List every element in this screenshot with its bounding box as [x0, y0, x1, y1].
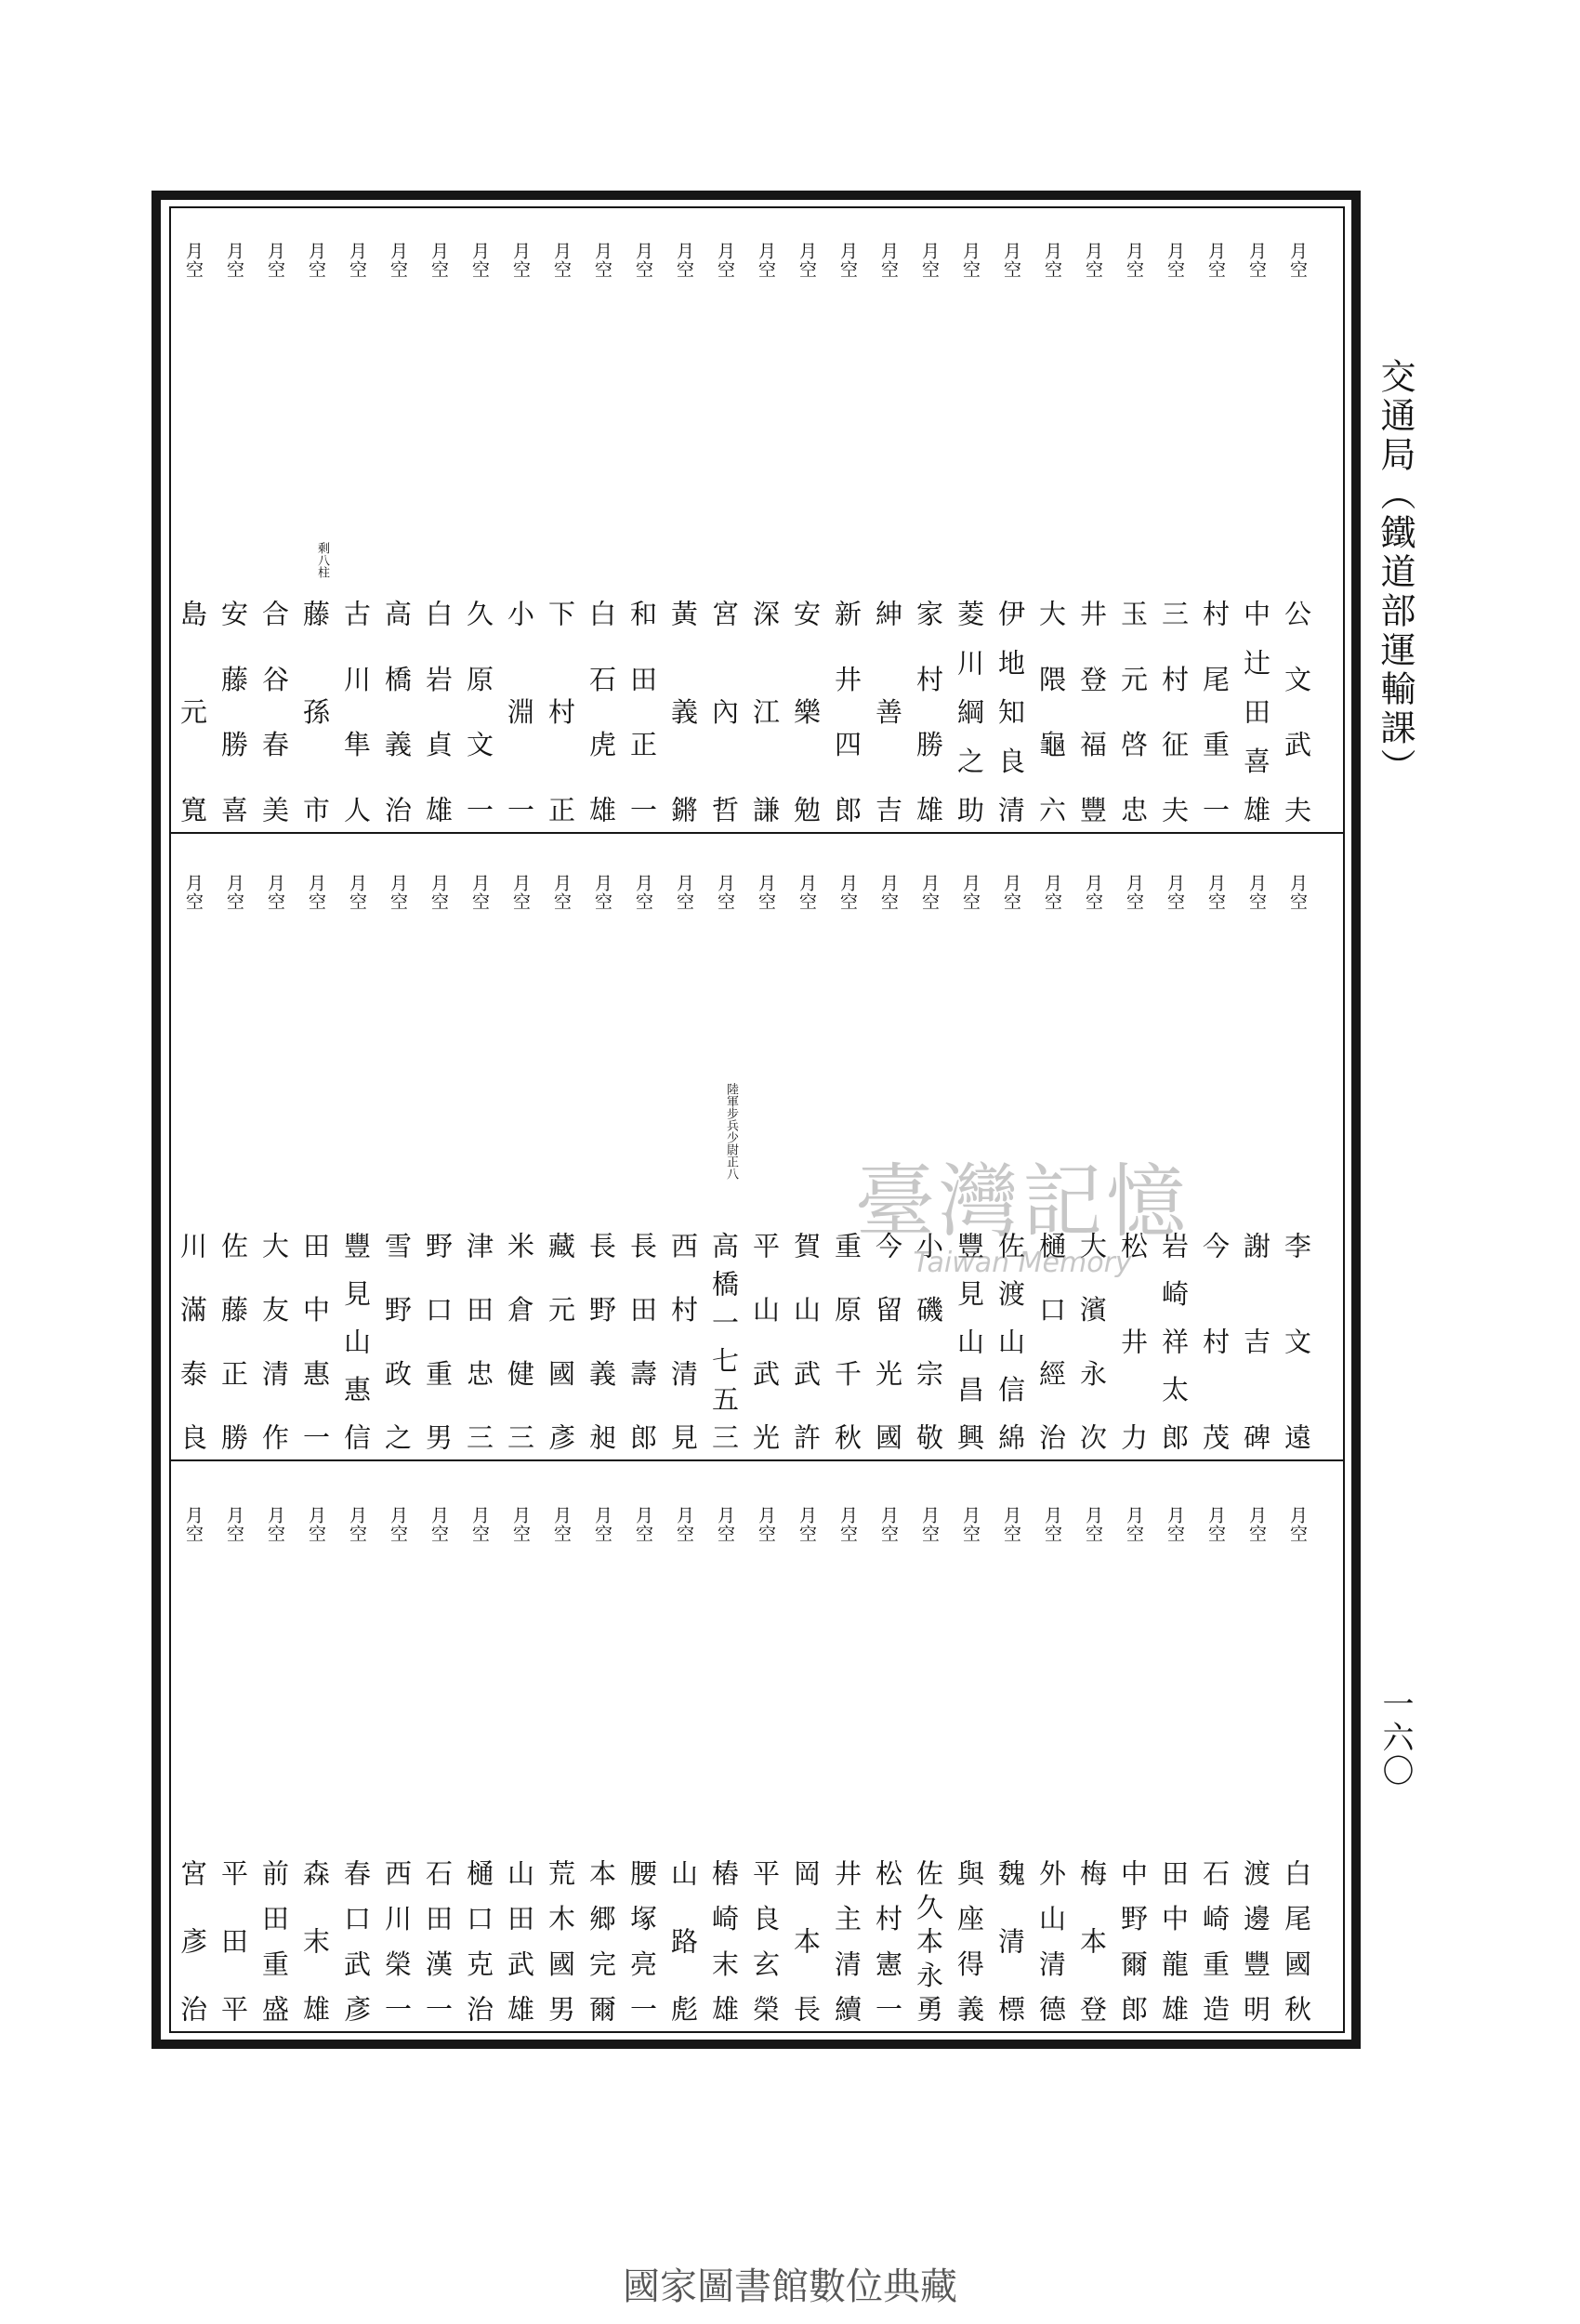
appointment-month: 月空 — [837, 874, 858, 911]
employee-name: 田中惠一 — [299, 1232, 331, 1450]
appointment-month: 月空 — [183, 1506, 204, 1543]
appointment-month: 月空 — [756, 874, 776, 911]
page-header-title: 交通局（鐵道部運輸課） — [1375, 358, 1415, 787]
appointment-month: 月空 — [1124, 874, 1144, 911]
appointment-month: 月空 — [183, 242, 204, 279]
appointment-month: 月空 — [551, 242, 572, 279]
employee-name: 山路彪 — [667, 1859, 699, 2022]
appointment-month: 月空 — [797, 242, 817, 279]
appointment-month: 月空 — [306, 874, 326, 911]
employee-name: 荒木國男 — [545, 1859, 576, 2022]
appointment-month: 月空 — [510, 874, 531, 911]
employee-name: 家村勝雄 — [913, 600, 944, 823]
appointment-month: 月空 — [960, 874, 981, 911]
employee-name: 豐見山惠信 — [340, 1232, 372, 1450]
employee-name: 外山清德 — [1035, 1859, 1067, 2022]
employee-name: 中辻田喜雄 — [1240, 600, 1271, 823]
employee-name: 白尾國秋 — [1281, 1859, 1312, 2022]
employee-name: 李文遠 — [1281, 1232, 1312, 1450]
appointment-month: 月空 — [510, 242, 531, 279]
appointment-month: 月空 — [674, 1506, 694, 1543]
appointment-month: 月空 — [1287, 1506, 1308, 1543]
employee-name: 宮彥治 — [177, 1859, 208, 2022]
employee-name: 樋口經治 — [1035, 1232, 1067, 1450]
watermark-chinese: 臺灣記憶 — [855, 1155, 1190, 1248]
appointment-month: 月空 — [1042, 874, 1062, 911]
appointment-month: 月空 — [224, 1506, 244, 1543]
employee-name: 大友清作 — [258, 1232, 290, 1450]
appointment-month: 月空 — [878, 1506, 899, 1543]
employee-name: 高橋一七五三 — [708, 1232, 740, 1450]
appointment-month: 月空 — [633, 1506, 653, 1543]
inner-frame — [169, 206, 1345, 2033]
appointment-month: 月空 — [428, 242, 449, 279]
appointment-month: 月空 — [1205, 242, 1226, 279]
employee-name: 今村茂 — [1199, 1232, 1231, 1450]
appointment-month: 月空 — [592, 242, 612, 279]
appointment-month: 月空 — [428, 874, 449, 911]
appointment-month: 月空 — [1205, 1506, 1226, 1543]
employee-name: 大隈龜六 — [1035, 600, 1067, 823]
employee-name: 西村清見 — [667, 1232, 699, 1450]
appointment-month: 月空 — [347, 1506, 367, 1543]
appointment-month: 月空 — [715, 1506, 735, 1543]
appointment-month: 月空 — [1246, 874, 1267, 911]
appointment-month: 月空 — [1287, 874, 1308, 911]
employee-name: 井主清續 — [831, 1859, 862, 2022]
appointment-month: 月空 — [347, 874, 367, 911]
appointment-month: 月空 — [837, 1506, 858, 1543]
employee-name: 菱川綱之助 — [954, 600, 985, 823]
employee-name: 石田漢一 — [422, 1859, 454, 2022]
employee-name: 長田壽郎 — [626, 1232, 658, 1450]
appointment-month: 月空 — [1124, 242, 1144, 279]
employee-name: 與座得義 — [954, 1859, 985, 2022]
appointment-month: 月空 — [469, 1506, 490, 1543]
employee-name: 森末雄 — [299, 1859, 331, 2022]
appointment-month: 月空 — [919, 874, 940, 911]
appointment-month: 月空 — [388, 874, 408, 911]
appointment-month: 月空 — [1165, 242, 1185, 279]
employee-name: 豐見山昌興 — [954, 1232, 985, 1450]
appointment-month: 月空 — [1205, 874, 1226, 911]
employee-name: 島元寬 — [177, 600, 208, 823]
employee-name: 前田重盛 — [258, 1859, 290, 2022]
appointment-month: 月空 — [878, 242, 899, 279]
appointment-month: 月空 — [388, 242, 408, 279]
appointment-month: 月空 — [592, 1506, 612, 1543]
appointment-month: 月空 — [797, 1506, 817, 1543]
employee-name: 松村憲一 — [872, 1859, 903, 2022]
employee-name: 大濱永次 — [1076, 1232, 1108, 1450]
appointment-month: 月空 — [469, 874, 490, 911]
appointment-month: 月空 — [510, 1506, 531, 1543]
employee-name: 今留光國 — [872, 1232, 903, 1450]
appointment-month: 月空 — [1124, 1506, 1144, 1543]
employee-name: 川滿泰良 — [177, 1232, 208, 1450]
employee-name: 玉元啓忠 — [1117, 600, 1149, 823]
employee-name: 西川榮一 — [381, 1859, 413, 2022]
employee-name: 小淵一 — [504, 600, 535, 823]
employee-name: 樋口克治 — [463, 1859, 494, 2022]
appointment-month: 月空 — [756, 1506, 776, 1543]
employee-name: 梅本登 — [1076, 1859, 1108, 2022]
employee-name: 伊地知良清 — [994, 600, 1026, 823]
employee-name: 小磯宗敬 — [913, 1232, 944, 1450]
employee-name: 松井力 — [1117, 1232, 1149, 1450]
rank-annotation: 剩八柱 — [315, 542, 329, 578]
appointment-month: 月空 — [388, 1506, 408, 1543]
archive-footer: 國家圖書館數位典藏 — [623, 2265, 957, 2308]
employee-name: 重原千秋 — [831, 1232, 862, 1450]
appointment-month: 月空 — [715, 242, 735, 279]
employee-name: 中野爾郎 — [1117, 1859, 1149, 2022]
appointment-month: 月空 — [347, 242, 367, 279]
employee-name: 樁崎末雄 — [708, 1859, 740, 2022]
employee-name: 村尾重一 — [1199, 600, 1231, 823]
employee-name: 高橋義治 — [381, 600, 413, 823]
appointment-month: 月空 — [633, 242, 653, 279]
employee-name: 古川隼人 — [340, 600, 372, 823]
appointment-month: 月空 — [960, 1506, 981, 1543]
employee-name: 雪野政之 — [381, 1232, 413, 1450]
appointment-month: 月空 — [1001, 242, 1021, 279]
employee-name: 津田忠三 — [463, 1232, 494, 1450]
employee-name: 黃義鏘 — [667, 600, 699, 823]
employee-name: 腰塚亮一 — [626, 1859, 658, 2022]
employee-name: 平良玄榮 — [749, 1859, 781, 2022]
employee-name: 下村正 — [545, 600, 576, 823]
employee-name: 佐藤正勝 — [217, 1232, 249, 1450]
employee-name: 賀山武許 — [790, 1232, 822, 1450]
employee-name: 長野義昶 — [586, 1232, 617, 1450]
employee-name: 白石虎雄 — [586, 600, 617, 823]
employee-name: 白岩貞雄 — [422, 600, 454, 823]
employee-name: 野口重男 — [422, 1232, 454, 1450]
appointment-month: 月空 — [469, 242, 490, 279]
appointment-month: 月空 — [633, 874, 653, 911]
section-divider — [169, 832, 1345, 834]
appointment-month: 月空 — [1165, 874, 1185, 911]
appointment-month: 月空 — [919, 1506, 940, 1543]
appointment-month: 月空 — [1083, 1506, 1103, 1543]
appointment-month: 月空 — [960, 242, 981, 279]
appointment-month: 月空 — [265, 1506, 285, 1543]
appointment-month: 月空 — [756, 242, 776, 279]
employee-name: 岩崎祥太郎 — [1158, 1232, 1190, 1450]
appointment-month: 月空 — [837, 242, 858, 279]
appointment-month: 月空 — [551, 874, 572, 911]
appointment-month: 月空 — [1246, 242, 1267, 279]
employee-name: 深江謙 — [749, 600, 781, 823]
employee-name: 新井四郎 — [831, 600, 862, 823]
appointment-month: 月空 — [224, 874, 244, 911]
appointment-month: 月空 — [919, 242, 940, 279]
employee-name: 平田平 — [217, 1859, 249, 2022]
employee-name: 春口武彥 — [340, 1859, 372, 2022]
employee-name: 本郷完爾 — [586, 1859, 617, 2022]
employee-name: 渡邊豐明 — [1240, 1859, 1271, 2022]
employee-name: 紳善吉 — [872, 600, 903, 823]
watermark-english: Taiwan Memory — [913, 1247, 1132, 1279]
appointment-month: 月空 — [674, 874, 694, 911]
appointment-month: 月空 — [306, 1506, 326, 1543]
appointment-month: 月空 — [1042, 1506, 1062, 1543]
employee-name: 三村征夫 — [1158, 600, 1190, 823]
appointment-month: 月空 — [1165, 1506, 1185, 1543]
appointment-month: 月空 — [592, 874, 612, 911]
employee-name: 佐久本永勇 — [913, 1859, 944, 2022]
appointment-month: 月空 — [878, 874, 899, 911]
appointment-month: 月空 — [265, 874, 285, 911]
appointment-month: 月空 — [1083, 874, 1103, 911]
appointment-month: 月空 — [1042, 242, 1062, 279]
employee-name: 岡本長 — [790, 1859, 822, 2022]
employee-name: 平山武光 — [749, 1232, 781, 1450]
employee-name: 和田正一 — [626, 600, 658, 823]
appointment-month: 月空 — [674, 242, 694, 279]
employee-name: 久原文一 — [463, 600, 494, 823]
appointment-month: 月空 — [306, 242, 326, 279]
appointment-month: 月空 — [715, 874, 735, 911]
section-divider — [169, 1459, 1345, 1461]
employee-name: 井登福豐 — [1076, 600, 1108, 823]
employee-name: 山田武雄 — [504, 1859, 535, 2022]
employee-name: 佐渡山信綿 — [994, 1232, 1026, 1450]
appointment-month: 月空 — [224, 242, 244, 279]
appointment-month: 月空 — [265, 242, 285, 279]
appointment-month: 月空 — [551, 1506, 572, 1543]
appointment-month: 月空 — [1287, 242, 1308, 279]
employee-name: 謝吉碑 — [1240, 1232, 1271, 1450]
employee-name: 宮內哲 — [708, 600, 740, 823]
appointment-month: 月空 — [428, 1506, 449, 1543]
rank-annotation: 陸軍步兵少尉正八 — [724, 1083, 738, 1180]
appointment-month: 月空 — [1001, 874, 1021, 911]
employee-name: 田中龍雄 — [1158, 1859, 1190, 2022]
employee-name: 安藤勝喜 — [217, 600, 249, 823]
employee-name: 合谷春美 — [258, 600, 290, 823]
employee-name: 藤孫市 — [299, 600, 331, 823]
employee-name: 安樂勉 — [790, 600, 822, 823]
appointment-month: 月空 — [797, 874, 817, 911]
employee-name: 魏清標 — [994, 1859, 1026, 2022]
appointment-month: 月空 — [1083, 242, 1103, 279]
appointment-month: 月空 — [1246, 1506, 1267, 1543]
employee-name: 公文武夫 — [1281, 600, 1312, 823]
appointment-month: 月空 — [1001, 1506, 1021, 1543]
employee-name: 米倉健三 — [504, 1232, 535, 1450]
page-number: 一六〇 — [1376, 1687, 1414, 1788]
employee-name: 石崎重造 — [1199, 1859, 1231, 2022]
employee-name: 藏元國彥 — [545, 1232, 576, 1450]
appointment-month: 月空 — [183, 874, 204, 911]
